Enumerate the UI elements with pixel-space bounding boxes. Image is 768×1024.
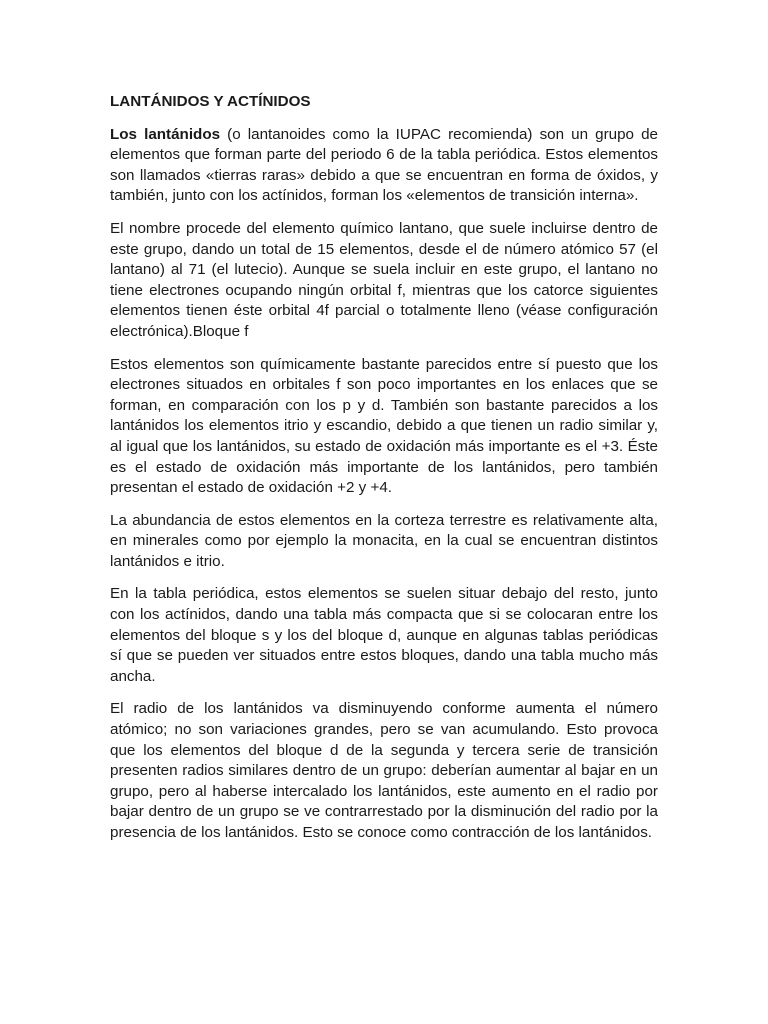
paragraph-4: La abundancia de estos elementos en la corteza terrestre es relativamente alta, en minerales como por ejemplo la monacita, en la cual se encuentran distintos lantánidos e itrio. [110,511,658,570]
paragraph-1-text: (o lantanoides como la IUPAC recomienda) son un grupo de elementos que forman parte del periodo 6 de la tabla periódica. Estos elementos son llamados «tierras raras» debido a que se encuentran en forma de óxidos, y también, junto con los actínidos, forman los «elementos de transición interna». [110,125,658,205]
paragraph-1 [110,125,658,207]
document-title: LANTÁNIDOS Y ACTÍNIDOS [110,93,311,110]
paragraph-1-bold-lead: Los lantánidos [110,125,221,143]
paragraph-5: En la tabla periódica, estos elementos se suelen situar debajo del resto, junto con los actínidos, dando una tabla más compacta que si se colocaran entre los elementos del bloque s y los del bloque d, aunque en algunas tablas periódicas sí que se pueden ver situados entre estos bloques, dando una tabla mucho más ancha. [110,585,658,685]
paragraph-3: Estos elementos son químicamente bastante parecidos entre sí puesto que los electrones situados en orbitales f son poco importantes en los enlaces que se forman, en comparación con los p y d. También son bastante parecidos a los lantánidos los elementos itrio y escandio, debido a que tienen un radio similar y, al igual que los lantánidos, su estado de oxidación más importante es el +3. Éste es el estado de oxidación más importante de los lantánidos, pero también presentan el estado de oxidación +2 y +4. [110,355,658,497]
paragraph-6: El radio de los lantánidos va disminuyendo conforme aumenta el número atómico; no son variaciones grandes, pero se van acumulando. Esto provoca que los elementos del bloque d de la segunda y tercera serie de transición presenten radios similares dentro de un grupo: deberían aumentar al bajar en un grupo, pero al haberse intercalado los lantánidos, este aumento en el radio por bajar dentro de un grupo se ve contrarrestado por la disminución del radio por la presencia de los lantánidos. Esto se conoce como contracción de los lantánidos. [110,700,658,841]
paragraph-2: El nombre procede del elemento químico lantano, que suele incluirse dentro de este grupo, dando un total de 15 elementos, desde el de número atómico 57 (el lantano) al 71 (el lutecio). Aunque se suela incluir en este grupo, el lantano no tiene electrones ocupando ningún orbital f, mientras que los catorce siguientes elementos tienen éste orbital 4f parcial o totalmente lleno (véase configuración electrónica).Bloque f [110,219,658,340]
document-body [110,92,658,856]
